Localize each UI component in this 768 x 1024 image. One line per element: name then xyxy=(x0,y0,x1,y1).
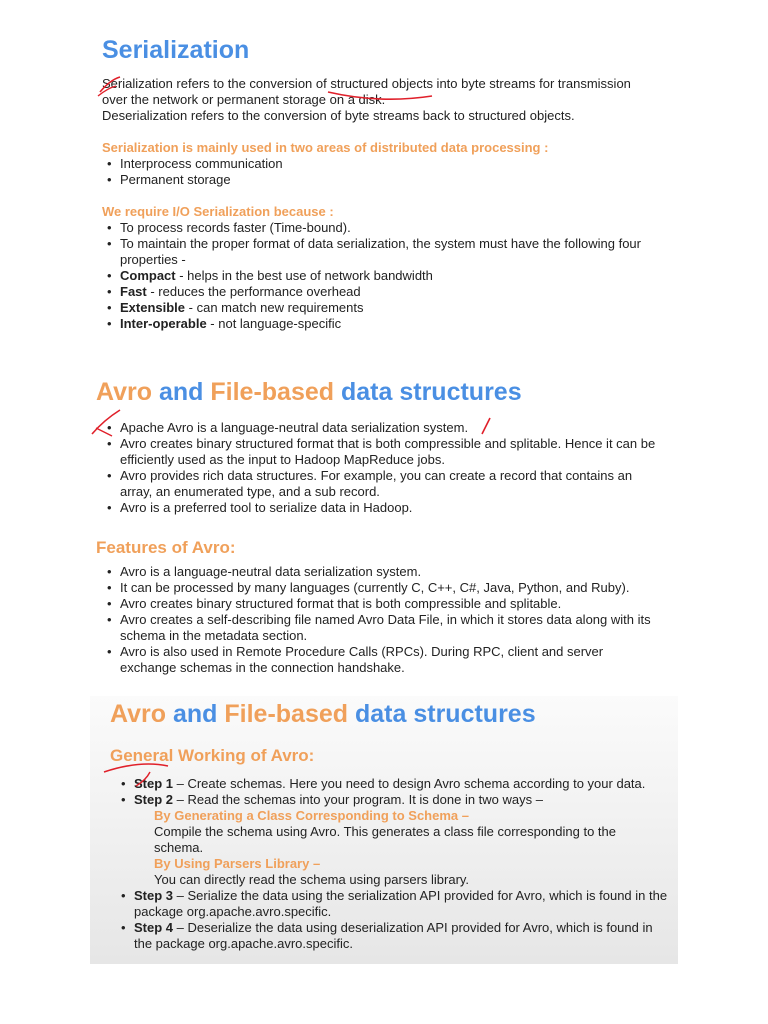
list-item: • Inter-operable - not language-specific xyxy=(102,316,662,332)
usage-heading: Serialization is mainly used in two areas of distributed data processing : xyxy=(102,140,549,155)
deserialization-definition: Deserialization refers to the conversion of byte streams back to structured objects. xyxy=(102,108,575,123)
way-1-text: Compile the schema using Avro. This generates a class file corresponding to the schema. xyxy=(154,824,616,855)
list-item: • Avro creates binary structured format that is both compressible and splitable. xyxy=(102,596,662,612)
list-item: • Apache Avro is a language-neutral data serialization system. xyxy=(102,420,662,436)
features-list xyxy=(102,564,662,676)
list-item: • Interprocess communication xyxy=(102,156,662,172)
usage-list xyxy=(102,156,662,188)
list-item: • Avro is also used in Remote Procedure Calls (RPCs). During RPC, client and server exchange schemas in the connection handshake. xyxy=(102,644,662,676)
list-item: • Avro is a language-neutral data serialization system. xyxy=(102,564,662,580)
require-heading: We require I/O Serialization because : xyxy=(102,204,334,219)
step-3: • Step 3 – Serialize the data using the serialization API provided for Avro, which is found in the package org.apache.avro.specific. xyxy=(116,888,668,920)
way-2-label: By Using Parsers Library – xyxy=(154,856,321,871)
working-heading: General Working of Avro: xyxy=(110,746,315,765)
list-item: • Fast - reduces the performance overhead xyxy=(102,284,662,300)
step-4: • Step 4 – Deserialize the data using deserialization API provided for Avro, which is found in the package org.apache.avro.specific. xyxy=(116,920,668,952)
serialization-definition: Serialization refers to the conversion of structured objects into byte streams for transmission over the network or permanent storage on a disk. xyxy=(102,76,631,107)
list-item: • Avro creates a self-describing file named Avro Data File, in which it stores data along with its schema in the metadata section. xyxy=(102,612,662,644)
avro-intro-list xyxy=(102,420,662,516)
list-item: • Permanent storage xyxy=(102,172,662,188)
list-item: • To process records faster (Time-bound). xyxy=(102,220,662,236)
list-item: • It can be processed by many languages (currently C, C++, C#, Java, Python, and Ruby). xyxy=(102,580,662,596)
step-2: • Step 2 – Read the schemas into your program. It is done in two ways – xyxy=(116,792,668,808)
working-steps xyxy=(116,776,668,952)
serialization-title: Serialization xyxy=(102,36,250,64)
step-1: • Step 1 – Create schemas. Here you need to design Avro schema according to your data. xyxy=(116,776,668,792)
features-heading: Features of Avro: xyxy=(96,538,236,557)
avro-title: Avro and File-based data structures xyxy=(96,378,522,406)
way-2-text: You can directly read the schema using parsers library. xyxy=(154,872,470,887)
way-1-label: By Generating a Class Corresponding to Schema – xyxy=(154,808,469,823)
list-item: • Compact - helps in the best use of network bandwidth xyxy=(102,268,662,284)
list-item: • Avro provides rich data structures. For example, you can create a record that contains an array, an enumerated type, and a sub record. xyxy=(102,468,662,500)
list-item: • Avro is a preferred tool to serialize data in Hadoop. xyxy=(102,500,662,516)
require-list xyxy=(102,220,662,332)
working-title: Avro and File-based data structures xyxy=(110,700,536,728)
list-item: • Extensible - can match new requirements xyxy=(102,300,662,316)
list-item: • To maintain the proper format of data serialization, the system must have the following four properties - xyxy=(102,236,662,268)
list-item: • Avro creates binary structured format that is both compressible and splitable. Hence it can be efficiently used as the input to Hadoop MapReduce jobs. xyxy=(102,436,662,468)
